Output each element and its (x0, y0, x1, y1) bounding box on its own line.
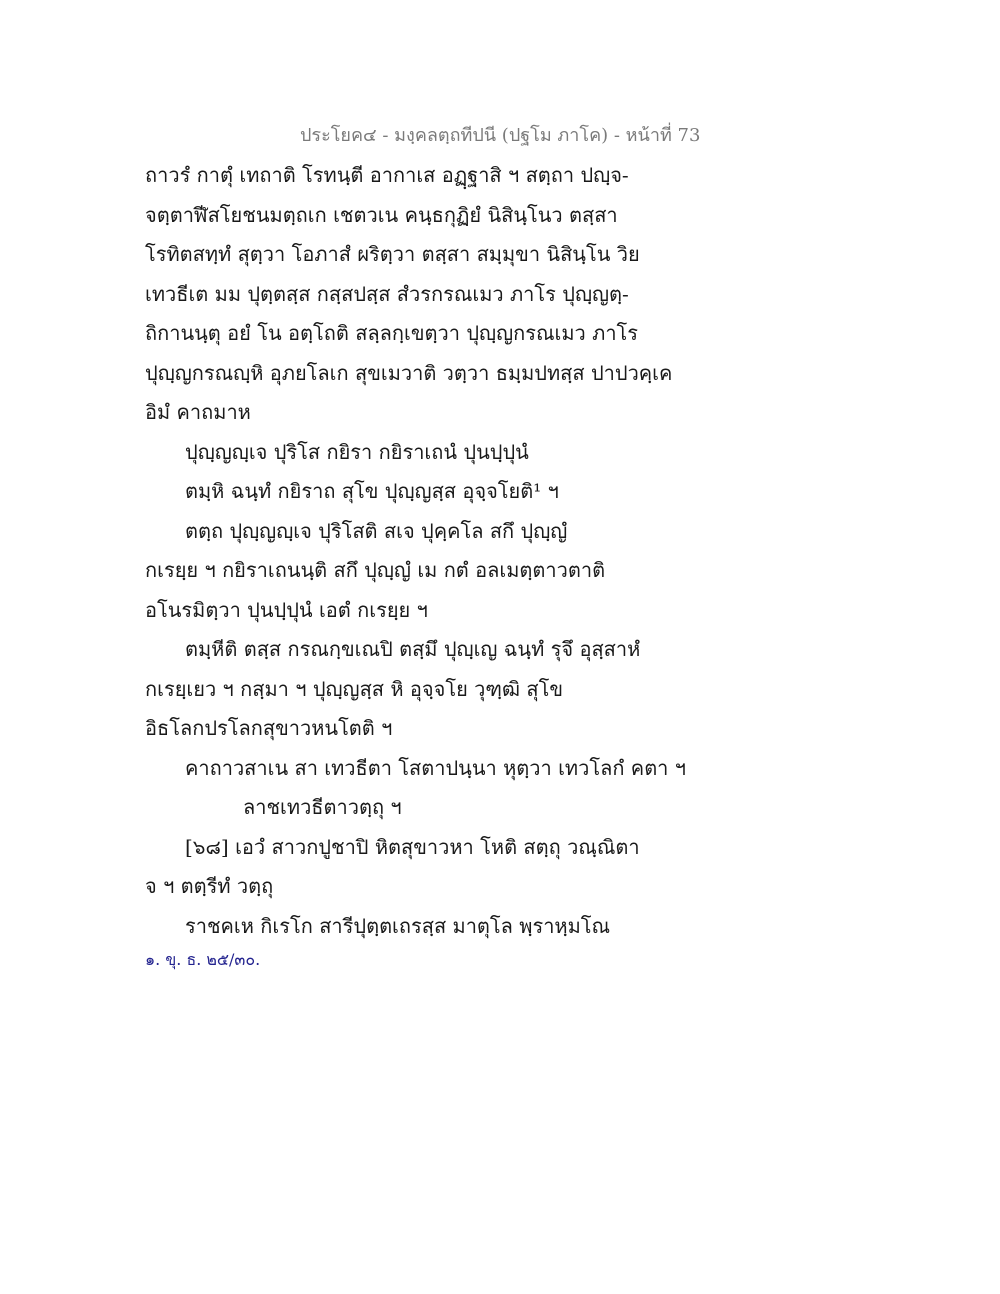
text-line: เทวธีเต มม ปุตฺตสฺส กสฺสปสฺส สํวรกรณเมว ภาโร ปุญฺญตฺ- (145, 281, 629, 306)
verse-line: ตมฺหิ ฉนฺทํ กยิราถ สุโข ปุญฺญสฺส อุจฺจโยติ¹ ฯ (185, 479, 559, 503)
text-line: กเรยฺย ฯ กยิราเถนนฺติ สกึ ปุญฺญํ เม กตํ อลเมตฺตาวตาติ (145, 558, 606, 582)
text-line: จตฺตาฬีสโยชนมตฺถเก เชตวเน คนฺธกุฏิยํ นิสินฺโนว ตสฺสา (145, 202, 618, 227)
paragraph-start-line: ตตฺถ ปุญฺญญฺเจ ปุริโสติ สเจ ปุคฺคโล สกึ ปุญฺญํ (185, 518, 568, 543)
text-line: อิมํ คาถมาห (145, 400, 251, 424)
verse-line: ปุญฺญญฺเจ ปุริโส กยิรา กยิราเถนํ ปุนปฺปุนํ (185, 439, 529, 464)
text-line: ถาวรํ กาตุํ เทถาติ โรทนฺตี อากาเส อฏฺฐาสิ ฯ สตฺถา ปญฺจ- (145, 163, 629, 187)
text-line: อิธโลกปรโลกสุขาวหนโตติ ฯ (145, 716, 393, 740)
text-line: ถิกานนฺตุ อยํ โน อตฺโถติ สลฺลกฺเขตฺวา ปุญฺญกรณเมว ภาโร (145, 321, 639, 345)
text-line: อโนรมิตฺวา ปุนปฺปุนํ เอตํ กเรยฺย ฯ (145, 597, 428, 622)
section-start-line: [๖๘] เอวํ สาวกปูชาปิ หิตสุขาวหา โหติ สตฺถุ วณฺณิตา (185, 834, 640, 859)
footnote: ๑. ขุ. ธ. ๒๕/๓๐. (145, 950, 261, 969)
paragraph-start-line: คาถาวสาเน สา เทวธีตา โสตาปนฺนา หุตฺวา เทวโลกํ คตา ฯ (185, 755, 686, 780)
story-title-line: ลาชเทวธีตาวตฺถุ ฯ (243, 795, 402, 819)
text-line: โรทิตสทฺทํ สุตฺวา โอภาสํ ผริตฺวา ตสฺสา สมฺมุขา นิสินฺโน วิย (145, 242, 640, 266)
running-header: ประโยค๔ - มงฺคลตฺถทีปนี (ปฐโม ภาโค) - หน้าที่ 73 (300, 125, 701, 146)
text-line: กเรยฺเยว ฯ กสฺมา ฯ ปุญฺญสฺส หิ อุจฺจโย วุฑฺฒิ สุโข (145, 676, 564, 701)
body-text (145, 156, 690, 974)
paragraph-start-line: ตมฺหีติ ตสฺส กรณกฺขเณปิ ตสฺมึ ปุญฺเญ ฉนฺทํ รุจึ อุสฺสาหํ (185, 637, 641, 661)
text-line: ปุญฺญกรณญฺหิ อุภยโลเก สุขเมวาติ วตฺวา ธมฺมปทสฺส ปาปวคฺเค (145, 360, 673, 385)
paragraph-start-line: ราชคเห กิเรโก สารีปุตฺตเถรสฺส มาตุโล พฺราหฺมโณ (185, 913, 611, 938)
text-line: จ ฯ ตตฺรีทํ วตฺถุ (145, 874, 274, 898)
